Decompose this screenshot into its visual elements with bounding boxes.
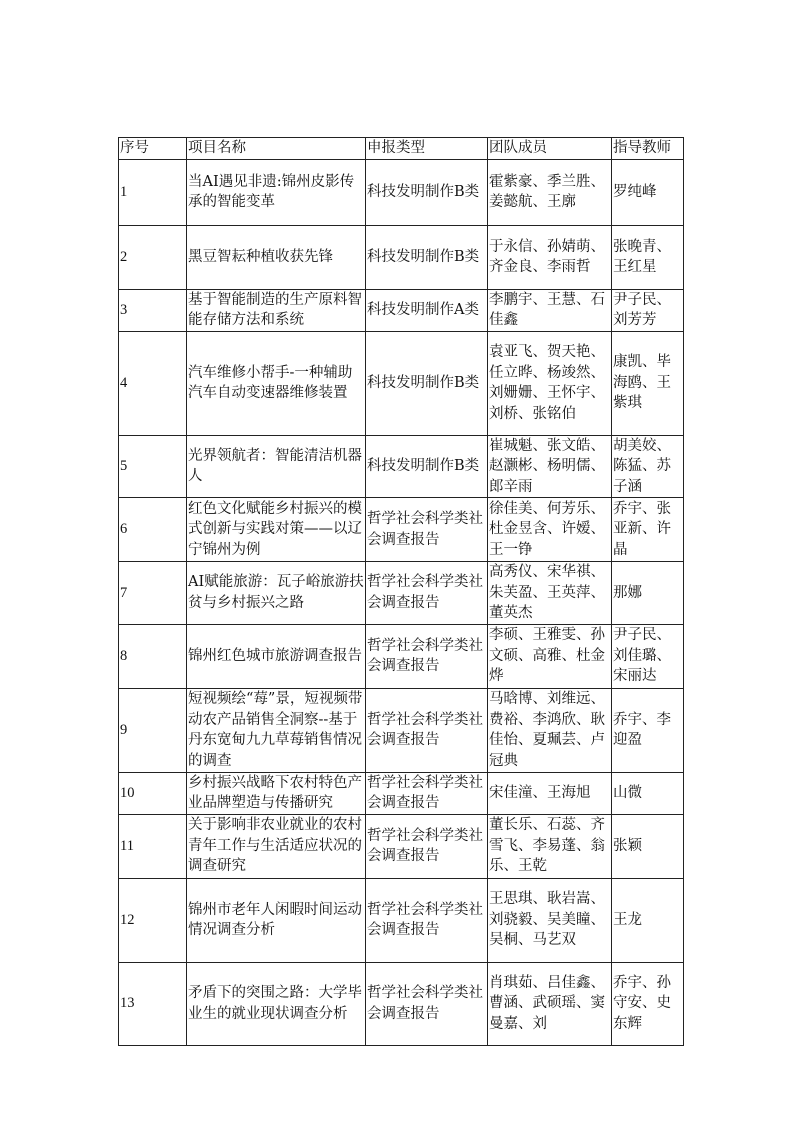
cell-members: 崔城魁、张文皓、赵灏彬、杨明儒、郎辛雨: [488, 435, 612, 498]
cell-members: 宋佳潼、王海旭: [488, 772, 612, 814]
cell-project-name: 红色文化赋能乡村振兴的模式创新与实践对策——以辽宁锦州为例: [187, 498, 366, 562]
col-header-advisor: 指导教师: [612, 138, 684, 160]
cell-project-name: AI赋能旅游：瓦子峪旅游扶贫与乡村振兴之路: [187, 562, 366, 625]
table-row: [119, 562, 684, 625]
cell-type: 哲学社会科学类社会调查报告: [366, 624, 488, 688]
cell-advisor: 罗纯峰: [612, 159, 684, 225]
cell-number: 2: [119, 225, 187, 289]
cell-type: 哲学社会科学类社会调查报告: [366, 772, 488, 814]
projects-table: [118, 137, 684, 1046]
cell-number: 10: [119, 772, 187, 814]
cell-advisor: 胡美姣、陈猛、苏子涵: [612, 435, 684, 498]
cell-members: 李硕、王雅雯、孙文硕、高雅、杜金烨: [488, 624, 612, 688]
cell-project-name: 光界领航者：智能清洁机器人: [187, 435, 366, 498]
cell-project-name: 锦州红色城市旅游调查报告: [187, 624, 366, 688]
cell-type: 哲学社会科学类社会调查报告: [366, 498, 488, 562]
cell-project-name: 基于智能制造的生产原料智能存储方法和系统: [187, 289, 366, 331]
cell-type: 科技发明制作B类: [366, 159, 488, 225]
cell-number: 13: [119, 962, 187, 1045]
cell-type: 哲学社会科学类社会调查报告: [366, 962, 488, 1045]
cell-advisor: 山微: [612, 772, 684, 814]
cell-members: 李鹏宇、王慧、石佳鑫: [488, 289, 612, 331]
cell-project-name: 矛盾下的突围之路：大学毕业生的就业现状调查分析: [187, 962, 366, 1045]
cell-members: 王思琪、耿岩嵩、刘骁毅、吴美瞳、吴桐、马艺双: [488, 878, 612, 962]
table-row: [119, 331, 684, 435]
cell-number: 5: [119, 435, 187, 498]
cell-type: 哲学社会科学类社会调查报告: [366, 814, 488, 878]
cell-advisor: 尹子民、刘佳璐、宋丽达: [612, 624, 684, 688]
cell-number: 11: [119, 814, 187, 878]
cell-members: 霍紫豪、季兰胜、姜懿航、王廓: [488, 159, 612, 225]
cell-type: 科技发明制作B类: [366, 225, 488, 289]
cell-type: 哲学社会科学类社会调查报告: [366, 878, 488, 962]
cell-project-name: 汽车维修小帮手-一种辅助汽车自动变速器维修装置: [187, 331, 366, 435]
table-row: [119, 435, 684, 498]
cell-project-name: 锦州市老年人闲暇时间运动情况调查分析: [187, 878, 366, 962]
table-row: [119, 688, 684, 772]
cell-members: 马晗博、刘维远、费裕、李鸿欣、耿佳怡、夏珮芸、卢冠典: [488, 688, 612, 772]
cell-advisor: 张晚青、王红星: [612, 225, 684, 289]
table-row: [119, 159, 684, 225]
cell-type: 哲学社会科学类社会调查报告: [366, 562, 488, 625]
table-row: [119, 624, 684, 688]
cell-members: 于永信、孙婧萌、齐金良、李雨哲: [488, 225, 612, 289]
cell-number: 3: [119, 289, 187, 331]
cell-number: 12: [119, 878, 187, 962]
cell-number: 9: [119, 688, 187, 772]
cell-project-name: 当AI遇见非遗:锦州皮影传承的智能变革: [187, 159, 366, 225]
cell-members: 袁亚飞、贺天艳、任立晔、杨竣然、刘姗姗、王怀宇、刘桥、张铭伯: [488, 331, 612, 435]
col-header-members: 团队成员: [488, 138, 612, 160]
col-header-type: 申报类型: [366, 138, 488, 160]
col-header-project-name: 项目名称: [187, 138, 366, 160]
cell-number: 1: [119, 159, 187, 225]
cell-type: 哲学社会科学类社会调查报告: [366, 688, 488, 772]
cell-advisor: 乔宇、孙守安、史东辉: [612, 962, 684, 1045]
table-row: [119, 498, 684, 562]
header-row: [119, 138, 684, 160]
cell-advisor: 乔宇、张亚新、许晶: [612, 498, 684, 562]
cell-advisor: 王龙: [612, 878, 684, 962]
cell-project-name: 关于影响非农业就业的农村青年工作与生活适应状况的调查研究: [187, 814, 366, 878]
col-header-number: 序号: [119, 138, 187, 160]
cell-type: 科技发明制作B类: [366, 331, 488, 435]
table-row: [119, 878, 684, 962]
cell-type: 科技发明制作A类: [366, 289, 488, 331]
cell-members: 高秀仪、宋华祺、朱芙盈、王英萍、董英杰: [488, 562, 612, 625]
cell-advisor: 尹子民、刘芳芳: [612, 289, 684, 331]
cell-advisor: 张颖: [612, 814, 684, 878]
cell-advisor: 乔宇、李迎盈: [612, 688, 684, 772]
cell-number: 8: [119, 624, 187, 688]
cell-project-name: 短视频绘“莓”景，短视频带动农产品销售全洞察--基于丹东宽甸九九草莓销售情况的调查: [187, 688, 366, 772]
cell-number: 4: [119, 331, 187, 435]
cell-members: 董长乐、石蕊、齐雪飞、李易蓬、翁乐、王乾: [488, 814, 612, 878]
cell-members: 肖琪茹、吕佳鑫、曹涵、武硕瑶、窦曼嘉、刘: [488, 962, 612, 1045]
cell-number: 7: [119, 562, 187, 625]
cell-project-name: 黑豆智耘种植收获先锋: [187, 225, 366, 289]
cell-type: 科技发明制作B类: [366, 435, 488, 498]
cell-advisor: 康凯、毕海鸥、王紫琪: [612, 331, 684, 435]
table-row: [119, 962, 684, 1045]
cell-advisor: 那娜: [612, 562, 684, 625]
cell-project-name: 乡村振兴战略下农村特色产业品牌塑造与传播研究: [187, 772, 366, 814]
table-row: [119, 225, 684, 289]
table-row: [119, 772, 684, 814]
table-row: [119, 289, 684, 331]
cell-members: 徐佳美、何芳乐、杜金昱含、许嫒、王一铮: [488, 498, 612, 562]
cell-number: 6: [119, 498, 187, 562]
table-row: [119, 814, 684, 878]
